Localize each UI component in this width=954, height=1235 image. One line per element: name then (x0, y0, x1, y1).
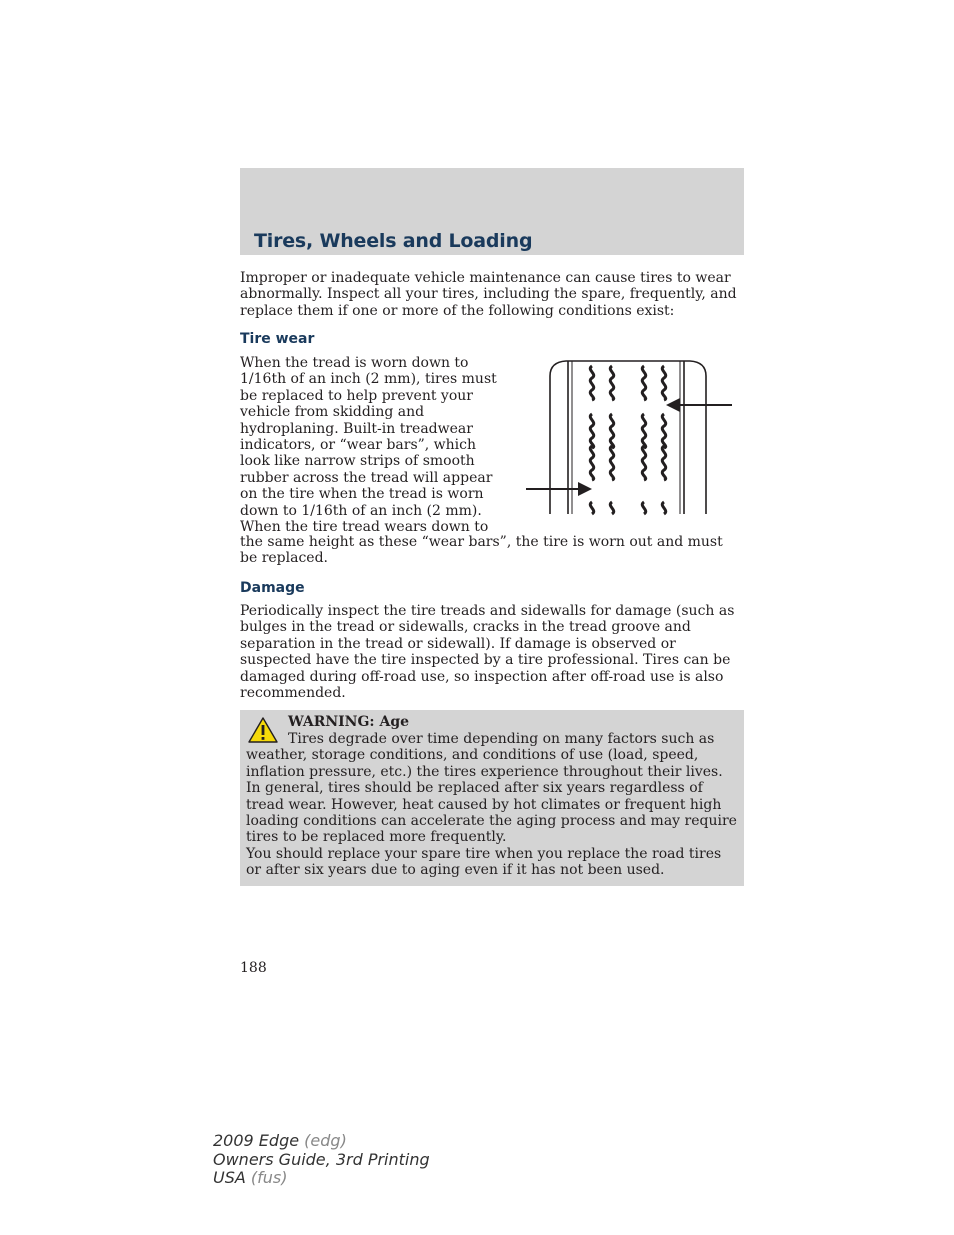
document-footer (213, 1132, 430, 1188)
damage-paragraph: Periodically inspect the tire treads and sidewalls for damage (such as bulges in the tread or sidewalls, cracks in the tread groove and separation in the tread or sidewall). If damage is observed or suspected have the tire inspected by a tire professional. Tires can be damaged during off-road use, so inspection after off-road use is also recommended. (240, 603, 735, 702)
wear-bar-arrow-icon (526, 482, 592, 496)
intro-paragraph: Improper or inadequate vehicle maintenance can cause tires to wear abnormally. Inspect all your tires, including the spare, frequently, and replace them if one or more of the following conditions exist: (240, 270, 737, 319)
footer-guide-edition: Owners Guide, 3rd Printing (213, 1149, 430, 1169)
tire-wear-paragraph-continued: the same height as these “wear bars”, the tire is worn out and must be replaced. (240, 534, 723, 567)
warning-box (240, 710, 744, 886)
tire-wear-heading: Tire wear (240, 331, 315, 347)
warning-paragraph: In general, tires should be replaced after six years regardless of tread wear. However, heat caused by hot climates or frequent high loading conditions can accelerate the aging process and may require tires to be replaced more frequently. (246, 780, 737, 846)
tire-tread-wear-bar-illustration (522, 356, 736, 518)
footer-model-code: (edg) (304, 1131, 347, 1150)
footer-market: USA (213, 1168, 246, 1187)
warning-title: WARNING: Age (288, 714, 410, 730)
warning-paragraph: You should replace your spare tire when you replace the road tires or after six years due to aging even if it has not been used. (246, 845, 722, 879)
section-title: Tires, Wheels and Loading (254, 230, 533, 252)
section-header-band (240, 168, 744, 255)
wear-bar-arrow-icon (666, 398, 732, 412)
footer-market-code: (fus) (250, 1168, 288, 1187)
tread-pattern (590, 366, 665, 514)
page-number: 188 (240, 960, 267, 976)
footer-model: 2009 Edge (213, 1131, 300, 1150)
warning-paragraph: Tires degrade over time depending on many factors such as weather, storage conditions, and conditions of use (load, speed, inflation pressure, etc.) the tires experience throughout their lives. (246, 731, 723, 780)
warning-body (246, 731, 740, 879)
damage-heading: Damage (240, 580, 305, 596)
tire-wear-paragraph: When the tread is worn down to 1/16th of an inch (2 mm), tires must be replaced to help prevent your vehicle from skidding and hydroplaning. Built-in treadwear indicators, or “wear bars”, which look like narrow strips of smooth rubber across the tread will appear on the tire when the tread is worn down to 1/16th of an inch (2 mm). When the tire tread wears down to (240, 355, 497, 536)
